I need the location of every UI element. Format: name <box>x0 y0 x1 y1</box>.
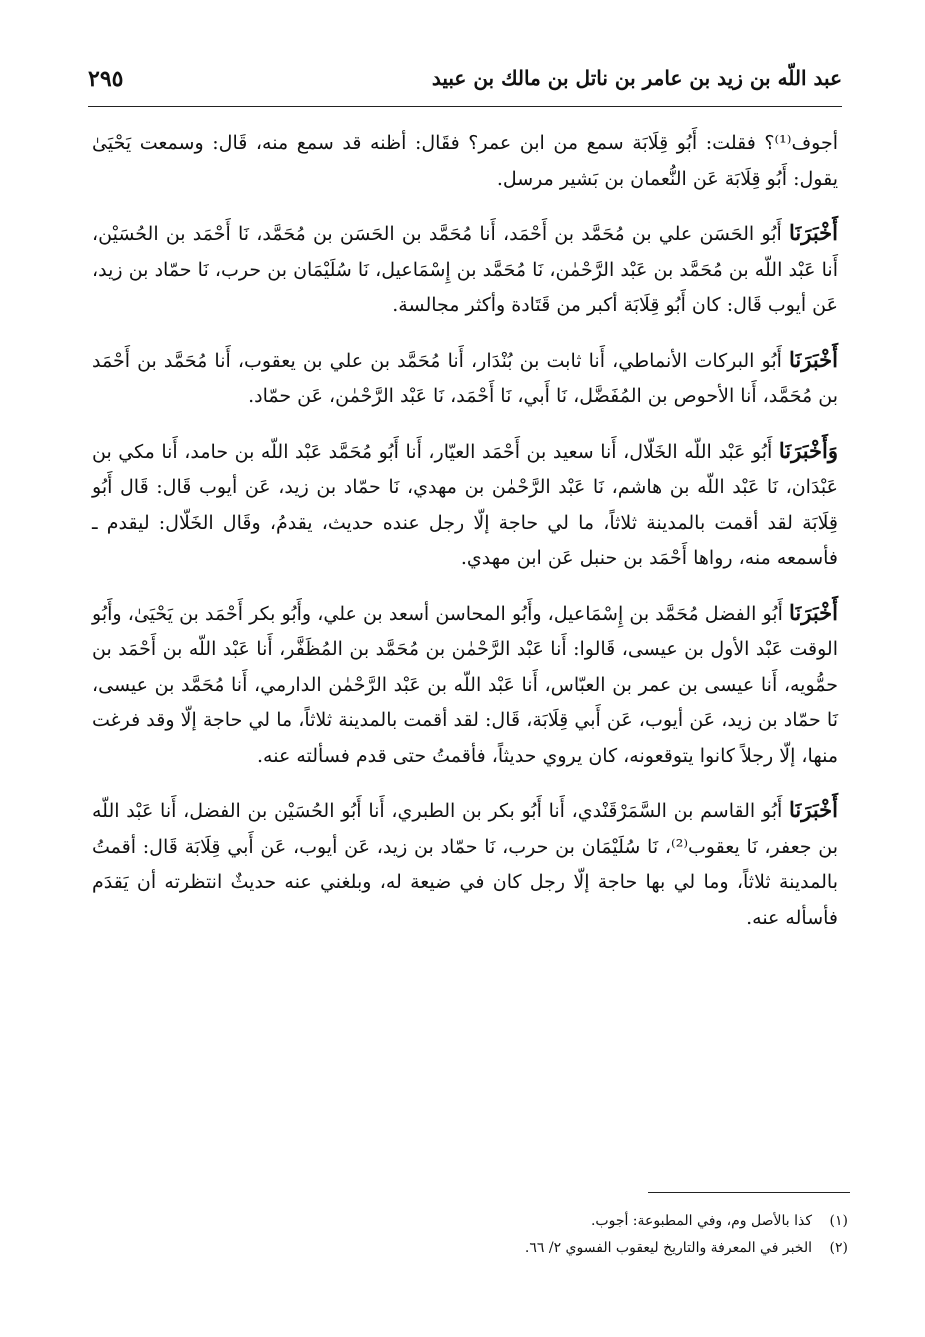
footnote <box>300 1235 848 1262</box>
footnote-divider <box>648 1192 850 1193</box>
page-number: ٢٩٥ <box>88 66 124 92</box>
paragraph-text: أَبُو عَبْد اللّه الخَلّال، أَنا سعيد بن أَحْمَد العيّار، أَنا أَبُو مُحَمَّد عَبْد اللّه بن حامد، أَنا مكي بن عَبْدَان، نَا عَبْد اللّه بن هاشم، نَا عَبْد الرَّحْمٰن بن مهدي، نَا حمّاد بن زيد، عَن أيوب قَال: قَال أَبُو قِلَابَة لقد أقمت بالمدينة ثلاثاً، ما لي حاجة إلّا رجل عنده حديث، يقدمُ، وقَال الخَلّال: ليقدم ـ فأسمعه منه، رواها أَحْمَد بن حنبل عَن ابن مهدي. <box>92 440 838 569</box>
paragraph-lead: أَخْبَرَنَا <box>789 220 838 245</box>
footnote-text: كذا بالأصل وم، وفي المطبوعة: أجوب. <box>590 1213 812 1229</box>
paragraph <box>92 342 838 415</box>
running-title: عبد اللّه بن زيد بن عامر بن ناتل بن مالك بن عبيد <box>431 66 842 90</box>
paragraph-lead: أَخْبَرَنَا <box>789 346 838 372</box>
header-divider <box>88 106 842 107</box>
paragraph-text: أَبُو القاسم بن السَّمَرْقَنْدي، أَنا أَبُو بكر بن الطبري، أَنا أَبُو الحُسَيْن بن الفضل، أَنا عَبْد اللّه بن جعفر، نَا يعقوب⁽²⁾، نَا سُلَيْمَان بن حرب، نَا حمّاد بن زيد، عَن أيوب، عَن أَبي قِلَابَة قَال: أقمتُ بالمدينة ثلاثاً، وما لي بها حاجة إلّا رجل كان في ضيعة له، وبلغني عنه حديثٌ انتظرته أن يَقدَم فأسأله عنه. <box>92 800 838 929</box>
main-text <box>92 124 838 954</box>
paragraph <box>92 595 838 775</box>
paragraph-text: أَبُو الفضل مُحَمَّد بن إِسْمَاعيل، وأَبُو المحاسن أسعد بن علي، وأَبُو بكر أَحْمَد بن يَحْيَىٰ، وأَبُو الوقت عَبْد الأول بن عيسى، قَالوا: أَنا عَبْد الرَّحْمٰن بن مُحَمَّد بن المُظَفَّر، أَنا عَبْد اللّه بن أَحْمَد بن حمُّويه، أَنا عيسى بن عمر بن العبّاس، أَنا عَبْد اللّه بن عَبْد الرَّحْمٰن الدارمي، أَنا مُحَمَّد بن عيسى، نَا حمّاد بن زيد، عَن أيوب، عَن أَبي قِلَابَة، قَال: لقد أقمت بالمدينة ثلاثاً، ما لي حاجة إلّا وقد فرغت منها، إلّا رجلاً كانوا يتوقعونه، كان يروي حديثاً، فأقمتُ حتى قدم فسألته عنه. <box>92 602 838 767</box>
page-header <box>88 62 842 102</box>
paragraph <box>92 215 838 324</box>
paragraph-lead: أَخْبَرَنَا <box>789 599 838 625</box>
paragraph-text: أَبُو الحَسَن علي بن مُحَمَّد بن أَحْمَد، أَنا مُحَمَّد بن الحَسَن بن مُحَمَّد، نَا أَحْمَد بن الحُسَيْن، أَنا عَبْد اللّه بن مُحَمَّد بن عَبْد الرَّحْمٰن، نَا مُحَمَّد بن إِسْمَاعيل، نَا سُلَيْمَان بن حرب، نَا حمّاد بن زيد، عَن أيوب قَال: كان أَبُو قِلَابَة أكبر من قَتَادة وأكثر مجالسة. <box>92 223 838 316</box>
paragraph-lead: وَأَخْبَرَنَا <box>778 437 838 463</box>
paragraph-lead: أَخْبَرَنَا <box>789 797 838 822</box>
paragraph <box>92 124 838 197</box>
paragraph <box>92 433 838 577</box>
paragraph-text: أجوف⁽¹⁾؟ فقلت: أَبُو قِلَابَة سمع من ابن عمر؟ فقَال: أظنه قد سمع منه، قَال: وسمعت يَحْيَىٰ يقول: أَبُو قِلَابَة عَن النُّعمان بن بَشير مرسل. <box>92 132 838 190</box>
footnote-number: (١) <box>829 1213 848 1229</box>
footnote-number: (٢) <box>829 1240 848 1256</box>
footnotes <box>300 1208 848 1262</box>
paragraph <box>92 792 838 936</box>
footnote-text: الخبر في المعرفة والتاريخ ليعقوب الفسوي ٢/ ٦٦. <box>524 1240 812 1256</box>
paragraph-text: أَبُو البركات الأنماطي، أَنا ثابت بن بُنْدَار، أَنا مُحَمَّد بن علي بن يعقوب، أَنا مُحَمَّد بن أَحْمَد بن مُحَمَّد، أَنا الأحوص بن المُفَضَّل، نَا أَبي، نَا أَحْمَد، نَا عَبْد الرَّحْمٰن، عَن حمّاد. <box>92 349 838 407</box>
footnote <box>300 1208 848 1235</box>
